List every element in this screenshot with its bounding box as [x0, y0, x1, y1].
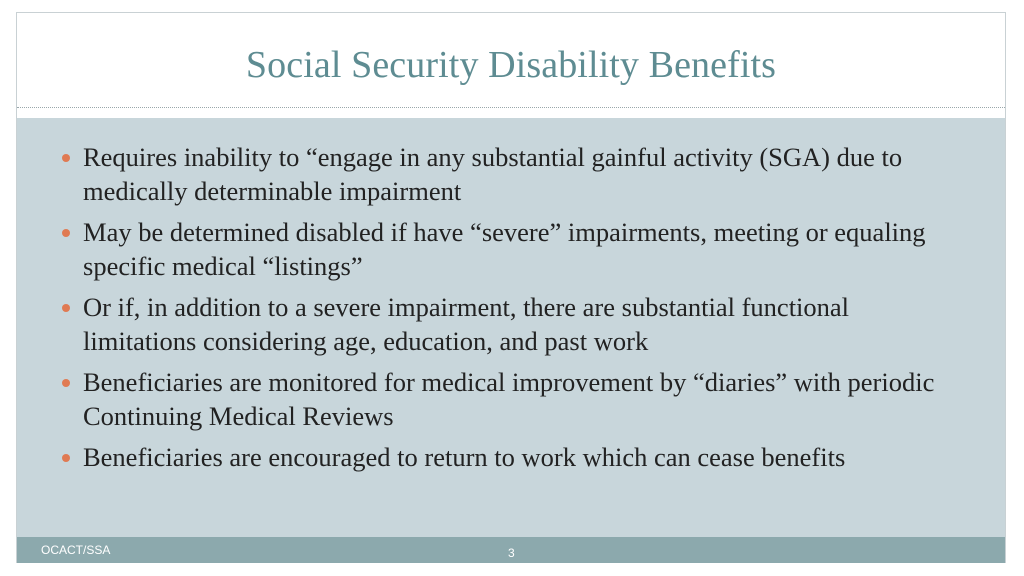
- slide: [16, 12, 1006, 563]
- bullet-text: May be determined disabled if have “severe” impairments, meeting or equaling specific medical “listings”: [83, 217, 926, 281]
- title-area: [17, 13, 1005, 108]
- footer-organization: OCACT/SSA: [41, 543, 111, 557]
- slide-title: Social Security Disability Benefits: [245, 44, 777, 86]
- bullet-text: Or if, in addition to a severe impairment, there are substantial functional limitations considering age, education, and past work: [83, 292, 850, 356]
- bullet-item: [61, 440, 966, 474]
- bullet-dot-icon: [62, 229, 70, 237]
- bullet-dot-icon: [62, 154, 70, 162]
- bullet-text: Beneficiaries are encouraged to return to work which can cease benefits: [83, 442, 846, 472]
- footer-bar: [17, 537, 1005, 563]
- bullet-item: [61, 365, 966, 433]
- bullet-item: [61, 290, 966, 358]
- bullet-item: [61, 215, 966, 283]
- bullet-dot-icon: [62, 454, 70, 462]
- bullet-text: Beneficiaries are monitored for medical improvement by “diaries” with periodic Continuing Medical Reviews: [83, 367, 935, 431]
- bullet-list: [61, 140, 966, 481]
- bullet-dot-icon: [62, 379, 70, 387]
- title-divider: [17, 107, 1005, 108]
- content-area: [17, 118, 1005, 537]
- page-number: 3: [508, 546, 515, 560]
- bullet-dot-icon: [62, 304, 70, 312]
- bullet-text: Requires inability to “engage in any substantial gainful activity (SGA) due to medically determinable impairment: [83, 142, 903, 206]
- bullet-item: [61, 140, 966, 208]
